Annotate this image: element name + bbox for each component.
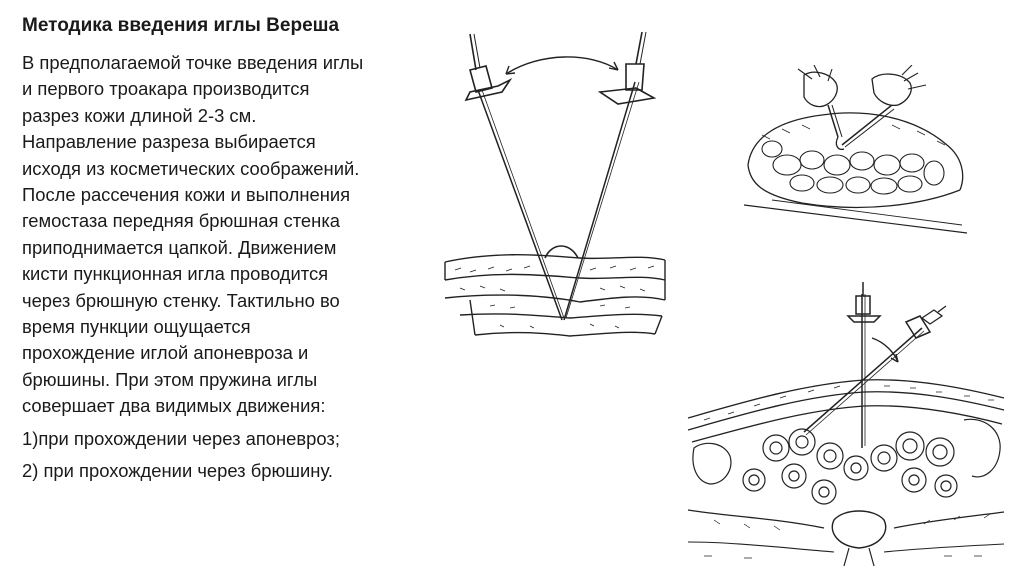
needle-angle-illustration <box>440 30 670 350</box>
needle-right <box>564 82 635 320</box>
needle-angled <box>804 328 922 432</box>
tissue-layer <box>692 406 1002 442</box>
skin-layer <box>445 255 665 262</box>
paragraph-line: кисти пункционная игла проводится <box>22 263 329 285</box>
paragraph-line: В предполагаемой точке введения иглы <box>22 52 364 73</box>
veress-needle <box>842 105 892 145</box>
right-hand <box>872 74 911 105</box>
paragraph-line: Направление разреза выбирается <box>22 131 316 153</box>
abdominal-cross-section-illustration <box>684 280 1006 570</box>
paragraph-line: через брюшную стенку. Тактильно во <box>22 289 340 311</box>
paragraph-line: После рассечения кожи и выполнения <box>22 184 351 206</box>
tissue-layer <box>688 392 1004 430</box>
paragraph-line: брюшины. При этом пружина иглы <box>22 368 318 390</box>
tissue-layer <box>475 332 655 336</box>
skin-layer <box>688 380 1004 418</box>
list-item-aponeurosis: 1)при прохождении через апоневроз; <box>22 427 340 449</box>
paragraph-line: время пункции ощущается <box>22 316 251 338</box>
angle-arc-arrow <box>872 338 898 362</box>
angle-arc-arrow <box>506 57 618 74</box>
paragraph-line: совершает два видимых движения: <box>22 395 326 417</box>
slide-title: Методика введения иглы Вереша <box>22 15 340 36</box>
needle-left <box>478 90 562 320</box>
paragraph-line: гемостаза передняя брюшная стенка <box>22 210 340 232</box>
paragraph-line: и первого троакара производится <box>22 78 310 100</box>
paragraph-line: прохождение иглой апоневроза и <box>22 342 309 364</box>
slide-body <box>22 50 442 485</box>
paragraph-line: исходя из косметических соображений. <box>22 157 360 179</box>
abdominal-wall-lift-illustration <box>742 65 972 237</box>
paragraph-line: разрез кожи длиной 2-3 см. <box>22 104 257 126</box>
list-item-peritoneum: 2) при прохождении через брюшину. <box>22 460 333 482</box>
tissue-layer <box>445 274 665 280</box>
paragraph-line: приподнимается цапкой. Движением <box>22 236 337 258</box>
vertebra <box>832 511 885 548</box>
